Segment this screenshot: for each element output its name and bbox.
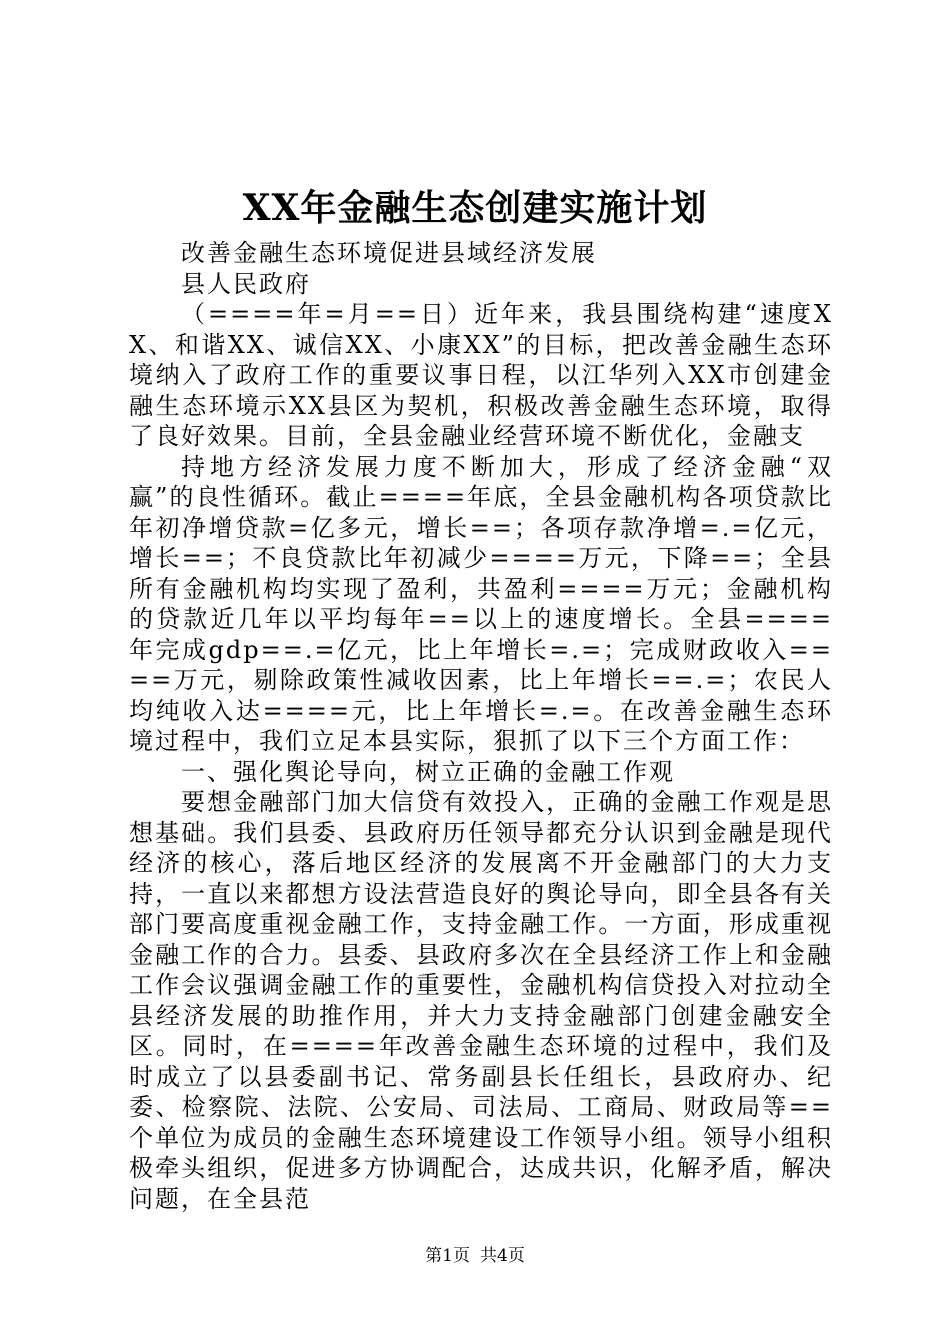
subtitle-paragraph: 改善金融生态环境促进县域经济发展 [181,239,597,267]
body-paragraph: （====年=月==日）近年来，我县围绕构建“速度XX、和谐XX、诚信XX、小康XX”的目标，把改善金融生态环境纳入了政府工作的重要议事日程，以江华列入XX市创建金融生态环境示XX县区为契机，积极改善金融生态环境，取得了良好效果。目前，全县金融业经营环境不断优化，金融支 [129,300,833,450]
page-footer [0,1244,950,1268]
section-heading: 一、强化舆论导向，树立正确的金融工作观 [181,757,675,786]
body-paragraph: 持地方经济发展力度不断加大，形成了经济金融“双赢”的良性循环。截止====年底，全县金融机构各项贷款比年初净增贷款=亿多元，增长==；各项存款净增=.=亿元，增长==；不良贷款比年初减少====万元，下降==；全县所有金融机构均实现了盈利，共盈利====万元；金融机构的贷款近几年以平均每年==以上的速度增长。全县====年完成gdp==.=亿元，比上年增长=.=；完成财政收入====万元，剔除政策性减收因素，比上年增长==.=；农民人均纯收入达====元，比上年增长=.=。在改善金融生态环境过程中，我们立足本县实际，狠抓了以下三个方面工作： [129,452,833,755]
document-title: XX年金融生态创建实施计划 [242,187,708,229]
body-paragraph: 要想金融部门加大信贷有效投入，正确的金融工作观是思想基础。我们县委、县政府历任领导都充分认识到金融是现代经济的核心，落后地区经济的发展离不开金融部门的大力支持，一直以来都想方设法营造良好的舆论导向，即全县各有关部门要高度重视金融工作，支持金融工作。一方面，形成重视金融工作的合力。县委、县政府多次在全县经济工作上和金融工作会议强调金融工作的重要性，金融机构信贷投入对拉动全县经济发展的助推作用，并大力支持金融部门创建金融安全区。同时，在====年改善金融生态环境的过程中，我们及时成立了以县委副书记、常务副县长任组长，县政府办、纪委、检察院、法院、公安局、司法局、工商局、财政局等==个单位为成员的金融生态环境建设工作领导小组。领导小组积极牵头组织，促进多方协调配合，达成共识，化解矛盾，解决问题，在全县范 [129,788,833,1213]
page-total: 共4页 [480,1246,525,1266]
document-body [129,238,833,1214]
page-number: 第1页 [425,1246,470,1266]
author-paragraph: 县人民政府 [181,269,311,298]
